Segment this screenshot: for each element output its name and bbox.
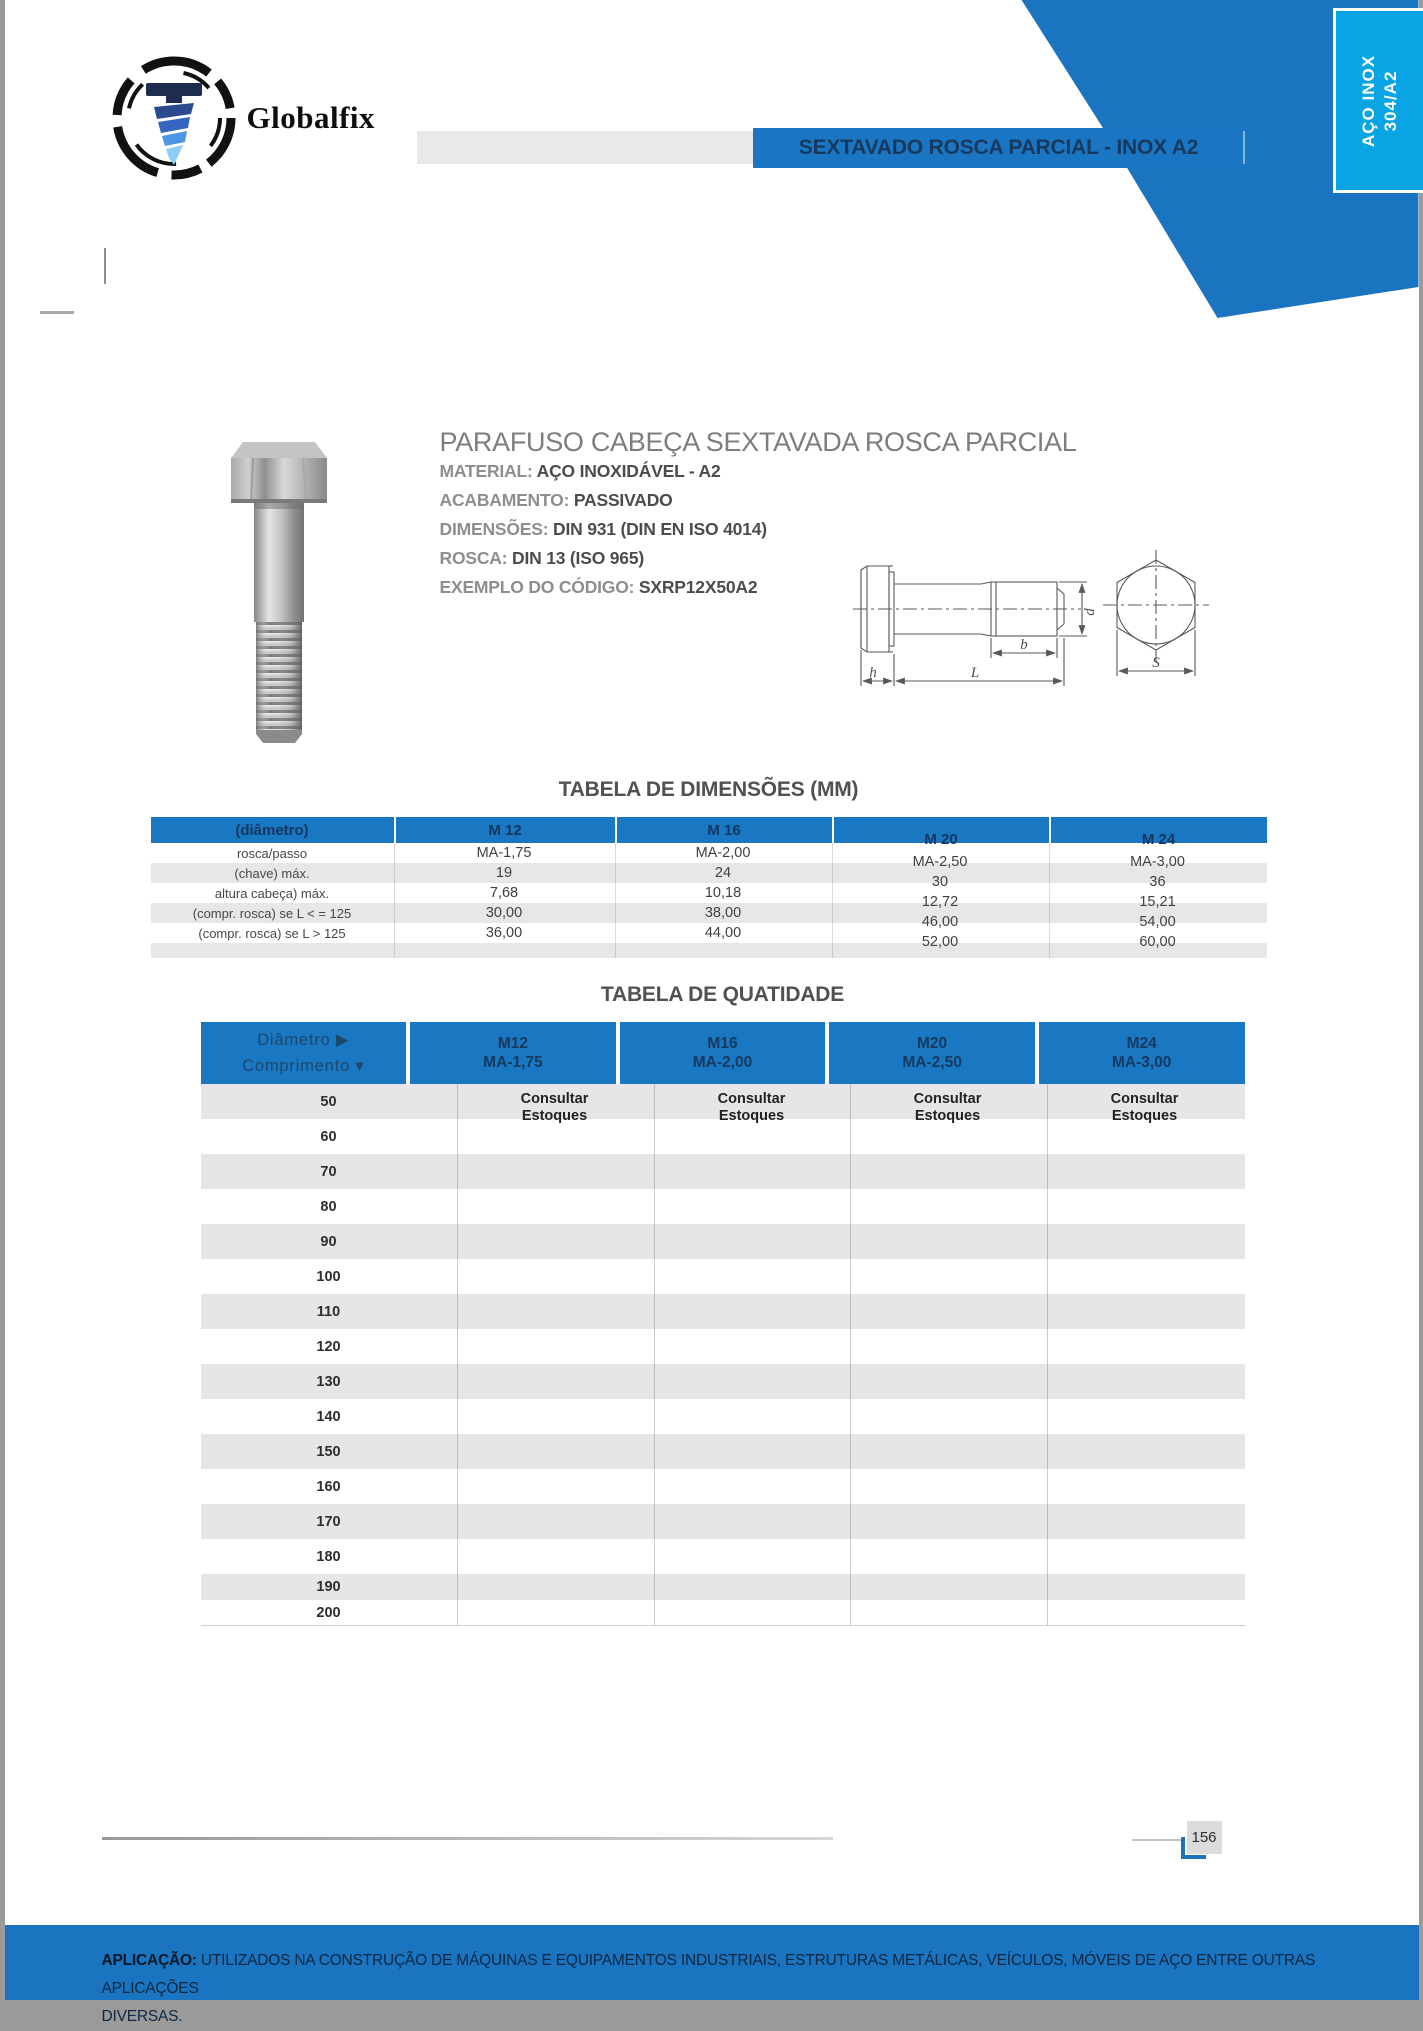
length-label: 100 xyxy=(201,1259,457,1294)
length-label: 80 xyxy=(201,1189,457,1224)
cell: 30 xyxy=(832,872,1049,892)
table-row xyxy=(201,1399,1245,1434)
product-specs xyxy=(440,461,767,606)
dim-label-d: d xyxy=(1082,608,1098,616)
spec-label: ACABAMENTO: xyxy=(440,490,570,510)
length-label: 150 xyxy=(201,1434,457,1469)
side-tab-line2: 304/A2 xyxy=(1381,70,1400,131)
material-side-tab xyxy=(1333,8,1423,193)
page-number-corner-mark xyxy=(1181,1855,1206,1859)
dim-label-S: S xyxy=(1152,655,1160,671)
cell: 24 xyxy=(615,863,832,883)
footer-application-body: UTILIZADOS NA CONSTRUÇÃO DE MÁQUINAS E EQUIPAMENTOS INDUSTRIAIS, ESTRUTURAS METÁLICAS, VEÍCULOS, MÓVEIS DE AÇO ENTRE OUTRAS APLICAÇÕES xyxy=(102,1952,1316,1997)
spec-value: DIN 13 (ISO 965) xyxy=(512,548,644,568)
footer-application-body2: DIVERSAS. xyxy=(102,2008,183,2025)
table-row xyxy=(201,1294,1245,1329)
consult-stock-note: Consultar Estoques xyxy=(914,1091,982,1125)
length-label: 190 xyxy=(201,1574,457,1600)
table-row xyxy=(201,1574,1245,1600)
globalfix-logo-icon xyxy=(109,53,239,183)
length-label: 130 xyxy=(201,1364,457,1399)
cell: 15,21 xyxy=(1049,892,1267,912)
table-row xyxy=(201,1539,1245,1574)
qty-header-corner: Diâmetro ▶ Comprimento ▾ xyxy=(201,1022,407,1084)
dim-label-L: L xyxy=(969,665,978,681)
row-label: (compr. rosca) se L < = 125 xyxy=(151,903,394,923)
spec-acabamento xyxy=(440,490,767,519)
length-label: 60 xyxy=(201,1119,457,1154)
row-label: (chave) máx. xyxy=(151,863,394,883)
length-label: 140 xyxy=(201,1399,457,1434)
dim-header-m12: M 12 xyxy=(394,817,615,843)
table-row xyxy=(201,1469,1245,1504)
qty-table-bottom-border xyxy=(201,1625,1245,1626)
table-row xyxy=(201,1504,1245,1539)
cell: 60,00 xyxy=(1049,932,1267,952)
length-label: 180 xyxy=(201,1539,457,1574)
spec-value: AÇO INOXIDÁVEL - A2 xyxy=(537,461,721,481)
length-label: 90 xyxy=(201,1224,457,1259)
side-tab-line1: AÇO INOX xyxy=(1359,54,1378,146)
qty-header-m20: M20 MA-2,50 xyxy=(829,1022,1035,1084)
table-row xyxy=(201,1259,1245,1294)
quantity-table-title: TABELA DE QUATIDADE xyxy=(201,983,1245,1007)
spec-dimensoes xyxy=(440,519,767,548)
bolt-product-photo xyxy=(227,438,331,744)
header-banner-divider xyxy=(1243,131,1245,164)
page-number: 156 xyxy=(1187,1821,1222,1854)
footer-application-text xyxy=(102,1947,1372,2031)
header-banner-title: SEXTAVADO ROSCA PARCIAL - INOX A2 xyxy=(799,136,1198,160)
crop-mark-horizontal xyxy=(40,311,74,314)
consult-stock-note: Consultar Estoques xyxy=(1111,1091,1179,1125)
cell: 54,00 xyxy=(1049,912,1267,932)
product-title: PARAFUSO CABEÇA SEXTAVADA ROSCA PARCIAL xyxy=(440,427,1077,458)
brand-name: Globalfix xyxy=(247,100,376,136)
table-row xyxy=(201,1364,1245,1399)
cell: 36 xyxy=(1049,872,1267,892)
spec-label: EXEMPLO DO CÓDIGO: xyxy=(440,577,635,597)
dim-label-b: b xyxy=(1020,637,1028,653)
length-label: 200 xyxy=(201,1600,457,1625)
cell: 46,00 xyxy=(832,912,1049,932)
spec-rosca xyxy=(440,548,767,577)
consult-stock-note: Consultar Estoques xyxy=(521,1091,589,1125)
quantity-table xyxy=(201,1022,1245,1626)
footer-band xyxy=(5,1925,1419,2000)
cell: MA-2,00 xyxy=(615,843,832,863)
cell: 38,00 xyxy=(615,903,832,923)
cell: 30,00 xyxy=(394,903,615,923)
crop-mark-vertical xyxy=(104,248,106,284)
dim-header-m16: M 16 xyxy=(615,817,832,843)
cell: 7,68 xyxy=(394,883,615,903)
cell: 19 xyxy=(394,863,615,883)
header-banner xyxy=(753,128,1245,168)
dimensions-table xyxy=(151,817,1267,958)
cell: 10,18 xyxy=(615,883,832,903)
dim-header-diametro: (diâmetro) xyxy=(151,817,394,843)
consult-stock-note: Consultar Estoques xyxy=(718,1091,786,1125)
brand-logo xyxy=(109,50,399,186)
footer-rule xyxy=(102,1837,833,1840)
table-row xyxy=(151,843,1267,863)
length-label: 170 xyxy=(201,1504,457,1539)
qty-header-m16: M16 MA-2,00 xyxy=(620,1022,826,1084)
material-side-tab-text xyxy=(1358,54,1402,146)
dim-header-m24: M 24 xyxy=(1049,817,1267,843)
spec-label: DIMENSÕES: xyxy=(440,519,549,539)
footer-application-label: APLICAÇÃO: xyxy=(102,1952,197,1969)
cell: MA-2,50 xyxy=(832,852,1049,872)
table-row xyxy=(201,1434,1245,1469)
table-row xyxy=(201,1189,1245,1224)
catalog-page xyxy=(5,0,1419,2000)
spec-value: SXRP12X50A2 xyxy=(639,577,757,597)
quantity-table-body xyxy=(201,1084,1245,1625)
cell: 36,00 xyxy=(394,923,615,943)
qty-header-m12: M12 MA-1,75 xyxy=(410,1022,616,1084)
table-row xyxy=(201,1329,1245,1364)
spec-material xyxy=(440,461,767,490)
length-label: 50 xyxy=(201,1084,457,1119)
spec-codigo xyxy=(440,577,767,606)
cell: MA-3,00 xyxy=(1049,852,1267,872)
table-row xyxy=(201,1084,1245,1119)
dim-label-h: h xyxy=(869,665,877,681)
cell: 12,72 xyxy=(832,892,1049,912)
spec-value: DIN 931 (DIN EN ISO 4014) xyxy=(553,519,767,539)
dim-header-m20: M 20 xyxy=(832,817,1049,843)
table-row xyxy=(201,1154,1245,1189)
dimensions-table-title: TABELA DE DIMENSÕES (MM) xyxy=(151,778,1267,802)
header-gray-bar xyxy=(417,131,753,164)
table-row xyxy=(201,1224,1245,1259)
spec-label: MATERIAL: xyxy=(440,461,533,481)
length-label: 70 xyxy=(201,1154,457,1189)
cell: 52,00 xyxy=(832,932,1049,952)
spec-label: ROSCA: xyxy=(440,548,508,568)
qty-header-m24: M24 MA-3,00 xyxy=(1039,1022,1245,1084)
table-row xyxy=(201,1600,1245,1625)
spec-value: PASSIVADO xyxy=(574,490,673,510)
length-label: 160 xyxy=(201,1469,457,1504)
cell: 44,00 xyxy=(615,923,832,943)
row-label: (compr. rosca) se L > 125 xyxy=(151,923,394,943)
technical-drawing xyxy=(853,550,1248,722)
row-label: rosca/passo xyxy=(151,843,394,863)
dimensions-table-header xyxy=(151,817,1267,843)
length-label: 120 xyxy=(201,1329,457,1364)
cell: MA-1,75 xyxy=(394,843,615,863)
row-label: altura cabeça) máx. xyxy=(151,883,394,903)
page-number-dash xyxy=(1132,1839,1182,1841)
length-label: 110 xyxy=(201,1294,457,1329)
quantity-table-header xyxy=(201,1022,1245,1084)
